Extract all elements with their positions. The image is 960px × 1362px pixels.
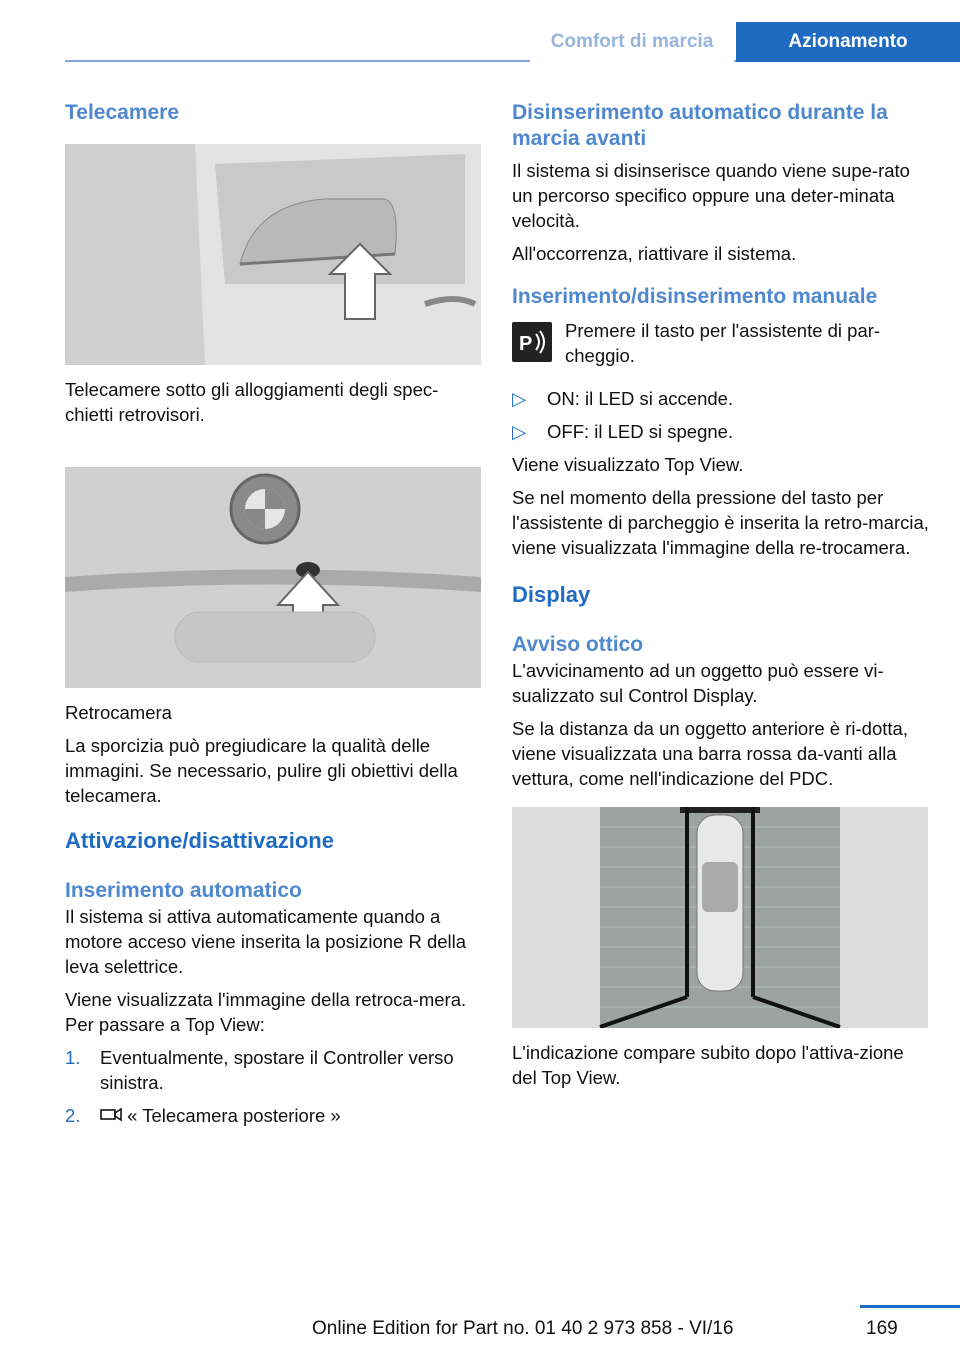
step-item (65, 1103, 483, 1128)
page-number: 169 (866, 1318, 898, 1339)
title-telecamere: Telecamere (65, 101, 180, 124)
paragraph-auto-activation: Il sistema si attiva automaticamente quando a motore acceso viene inserita la posizione R della leva selettrice. (65, 906, 467, 977)
bullet-icon: ▷ (512, 388, 527, 409)
list-item (512, 419, 930, 444)
subsection-avviso: Avviso ottico (512, 633, 644, 656)
header-tab-comfort: Comfort di marcia (530, 22, 734, 62)
paragraph-top-view: Viene visualizzata l'immagine della retroca-mera. Per passare a Top View: (65, 989, 467, 1035)
parking-assist-icon (512, 322, 552, 362)
list-item (512, 386, 930, 411)
section-display: Display (512, 582, 591, 607)
bullet-text: OFF: il LED si spegne. (547, 421, 734, 442)
step-text: Eventualmente, spostare il Controller verso sinistra. (100, 1047, 454, 1093)
caption-top-view: L'indicazione compare subito dopo l'attiva-zione del Top View. (512, 1042, 904, 1088)
step-text: « Telecamera posteriore » (127, 1105, 341, 1126)
bullet-icon: ▷ (512, 421, 527, 442)
caption-mirror-camera: Telecamere sotto gli alloggiamenti degli spec- chietti retrovisori. (65, 379, 439, 425)
rear-camera-image (65, 467, 481, 688)
caption-retrocamera: Retrocamera (65, 702, 172, 723)
mirror-camera-image (65, 144, 481, 365)
step-number: 2. (65, 1105, 81, 1126)
top-view-image (512, 807, 928, 1028)
rear-camera-illustration (65, 467, 481, 688)
paragraph-red-bar: Se la distanza da un oggetto anteriore è ri-dotta, viene visualizzata una barra rossa da-vanti alla vettura, come nell'indicazione del PDC. (512, 718, 908, 789)
subsection-automatico: Inserimento automatico (65, 879, 302, 902)
paragraph-press-button: Premere il tasto per l'assistente di par-cheggio. (565, 320, 881, 366)
pdc-button-row (512, 318, 930, 368)
steps-list (65, 1045, 483, 1128)
header-tab-azionamento: Azionamento (736, 22, 960, 62)
subsection-manuale: Inserimento/disinserimento manuale (512, 285, 878, 308)
footer-rule (860, 1305, 960, 1308)
paragraph-deactivation: Il sistema si disinserisce quando viene supe-rato un percorso specifico oppure una deter-minata velocità. (512, 160, 910, 231)
paragraph-top-view-shown: Viene visualizzato Top View. (512, 454, 744, 475)
footer-edition: Online Edition for Part no. 01 40 2 973 858 - VI/16 (312, 1318, 734, 1339)
bullet-text: ON: il LED si accende. (547, 388, 734, 409)
step-number: 1. (65, 1047, 81, 1068)
svg-text:P: P (519, 333, 533, 355)
mirror-illustration (65, 144, 481, 365)
step-item (65, 1045, 483, 1095)
right-column (512, 100, 930, 1090)
paragraph-approach: L'avvicinamento ad un oggetto può essere vi-sualizzato sul Control Display. (512, 660, 884, 706)
paragraph-dirt: La sporcizia può pregiudicare la qualità delle immagini. Se necessario, pulire gli obiettivi della telecamera. (65, 735, 458, 806)
top-view-illustration (512, 807, 928, 1028)
led-list (512, 386, 930, 444)
paragraph-reactivate: All'occorrenza, riattivare il sistema. (512, 243, 797, 264)
camera-icon (100, 1103, 122, 1128)
section-attivazione: Attivazione/disattivazione (65, 828, 334, 853)
left-column (65, 100, 483, 1128)
title-disinserimento: Disinserimento automatico durante la marcia avanti (512, 101, 888, 150)
paragraph-reverse: Se nel momento della pressione del tasto per l'assistente di parcheggio è inserita la retro-marcia, viene visualizzata l'immagine della re-trocamera. (512, 487, 929, 558)
